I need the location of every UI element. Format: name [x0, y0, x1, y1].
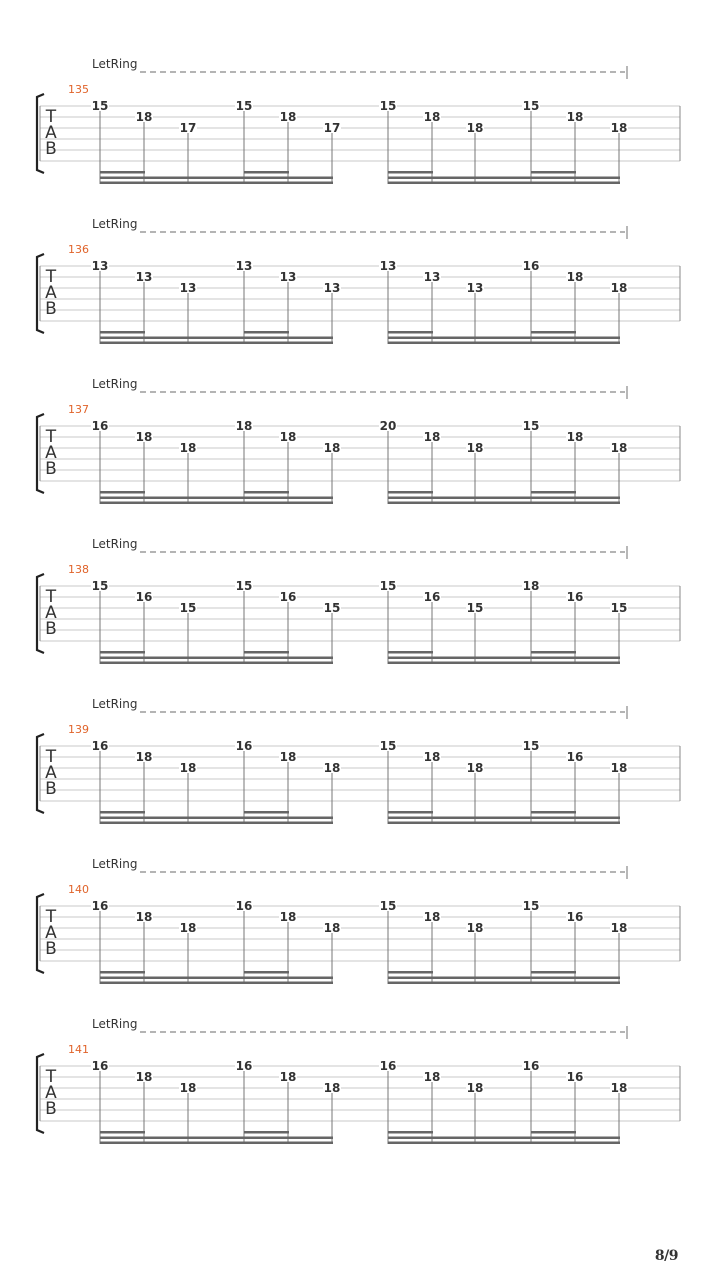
fret-number: 13: [466, 281, 484, 295]
tab-system: [37, 217, 680, 344]
measure-number: 140: [68, 883, 89, 896]
beam-primary: [100, 502, 333, 505]
fret-number: 18: [279, 110, 297, 124]
fret-number: 16: [566, 590, 584, 604]
beam-tertiary: [388, 651, 433, 654]
beam-secondary: [388, 1137, 620, 1140]
fret-number: 18: [566, 110, 584, 124]
beam-secondary: [388, 177, 620, 180]
tab-letter-b: B: [45, 779, 57, 799]
tab-system: [37, 1017, 680, 1144]
fret-number: 13: [323, 281, 341, 295]
fret-number: 16: [522, 1059, 540, 1073]
tab-letter-b: B: [45, 1099, 57, 1119]
beam-secondary: [388, 337, 620, 340]
beam-tertiary: [100, 171, 145, 174]
tab-letter-t: T: [45, 427, 57, 447]
tab-letter-a: A: [45, 603, 57, 623]
tab-letter-b: B: [45, 459, 57, 479]
fret-number: 15: [235, 579, 253, 593]
fret-number: 18: [179, 761, 197, 775]
fret-number: 13: [379, 259, 397, 273]
fret-number: 15: [466, 601, 484, 615]
tab-letter-a: A: [45, 1083, 57, 1103]
fret-number: 18: [279, 1070, 297, 1084]
beam-secondary: [100, 1137, 333, 1140]
fret-number: 15: [235, 99, 253, 113]
tab-system: [37, 857, 680, 984]
beam-secondary: [388, 977, 620, 980]
fret-number: 18: [610, 281, 628, 295]
fret-number: 18: [466, 921, 484, 935]
tab-system: [37, 57, 680, 184]
fret-number: 13: [179, 281, 197, 295]
beam-primary: [100, 822, 333, 825]
tab-system: [37, 377, 680, 504]
fret-number: 15: [522, 99, 540, 113]
fret-number: 18: [323, 1081, 341, 1095]
beam-tertiary: [531, 171, 576, 174]
letring-label: LetRing: [92, 1017, 138, 1031]
beam-primary: [388, 982, 620, 985]
fret-number: 16: [235, 1059, 253, 1073]
fret-number: 18: [466, 121, 484, 135]
fret-number: 13: [91, 259, 109, 273]
fret-number: 18: [423, 750, 441, 764]
beam-primary: [388, 182, 620, 185]
fret-number: 15: [610, 601, 628, 615]
beam-tertiary: [531, 491, 576, 494]
fret-number: 15: [91, 579, 109, 593]
beam-primary: [100, 982, 333, 985]
fret-number: 16: [423, 590, 441, 604]
fret-number: 18: [423, 910, 441, 924]
tab-letter-t: T: [45, 267, 57, 287]
fret-number: 13: [235, 259, 253, 273]
beam-secondary: [388, 657, 620, 660]
fret-number: 13: [423, 270, 441, 284]
beam-tertiary: [244, 331, 289, 334]
tab-system: [37, 537, 680, 664]
beam-tertiary: [531, 1131, 576, 1134]
tab-letter-t: T: [45, 107, 57, 127]
measure-number: 137: [68, 403, 89, 416]
fret-number: 20: [379, 419, 397, 433]
fret-number: 16: [279, 590, 297, 604]
fret-number: 18: [610, 441, 628, 455]
tab-letter-t: T: [45, 907, 57, 927]
fret-number: 18: [235, 419, 253, 433]
fret-number: 16: [135, 590, 153, 604]
measure-number: 141: [68, 1043, 89, 1056]
beam-tertiary: [100, 491, 145, 494]
fret-number: 15: [522, 739, 540, 753]
fret-number: 18: [179, 921, 197, 935]
beam-tertiary: [388, 1131, 433, 1134]
beam-tertiary: [531, 811, 576, 814]
tab-letter-b: B: [45, 939, 57, 959]
beam-tertiary: [244, 651, 289, 654]
fret-number: 15: [91, 99, 109, 113]
beam-secondary: [100, 817, 333, 820]
fret-number: 18: [610, 1081, 628, 1095]
fret-number: 18: [135, 750, 153, 764]
beam-primary: [388, 822, 620, 825]
fret-number: 15: [379, 739, 397, 753]
fret-number: 18: [566, 430, 584, 444]
beam-tertiary: [388, 811, 433, 814]
beam-primary: [100, 662, 333, 665]
beam-tertiary: [100, 331, 145, 334]
fret-number: 16: [566, 1070, 584, 1084]
letring-label: LetRing: [92, 377, 138, 391]
fret-number: 16: [566, 750, 584, 764]
page-number: 8/9: [654, 1248, 678, 1264]
fret-number: 17: [179, 121, 197, 135]
tab-letter-t: T: [45, 747, 57, 767]
measure-number: 139: [68, 723, 89, 736]
measure-number: 136: [68, 243, 89, 256]
measure-number: 135: [68, 83, 89, 96]
fret-number: 18: [466, 761, 484, 775]
fret-number: 18: [466, 441, 484, 455]
beam-tertiary: [100, 651, 145, 654]
fret-number: 15: [379, 99, 397, 113]
beam-tertiary: [531, 651, 576, 654]
beam-secondary: [388, 817, 620, 820]
fret-number: 16: [566, 910, 584, 924]
tab-letter-a: A: [45, 763, 57, 783]
fret-number: 13: [135, 270, 153, 284]
tab-letter-b: B: [45, 619, 57, 639]
beam-tertiary: [531, 331, 576, 334]
fret-number: 18: [522, 579, 540, 593]
beam-tertiary: [244, 171, 289, 174]
fret-number: 18: [323, 441, 341, 455]
fret-number: 18: [179, 441, 197, 455]
fret-number: 18: [423, 110, 441, 124]
fret-number: 15: [379, 899, 397, 913]
beam-tertiary: [244, 811, 289, 814]
letring-label: LetRing: [92, 57, 138, 71]
beam-primary: [388, 342, 620, 345]
fret-number: 18: [135, 1070, 153, 1084]
fret-number: 15: [379, 579, 397, 593]
beam-tertiary: [100, 811, 145, 814]
beam-tertiary: [388, 331, 433, 334]
fret-number: 18: [610, 921, 628, 935]
fret-number: 18: [135, 110, 153, 124]
fret-number: 18: [323, 921, 341, 935]
fret-number: 13: [279, 270, 297, 284]
tab-letter-b: B: [45, 139, 57, 159]
letring-label: LetRing: [92, 217, 138, 231]
fret-number: 18: [423, 1070, 441, 1084]
fret-number: 18: [466, 1081, 484, 1095]
fret-number: 18: [135, 910, 153, 924]
tab-letter-t: T: [45, 1067, 57, 1087]
fret-number: 16: [235, 899, 253, 913]
beam-secondary: [100, 497, 333, 500]
beam-secondary: [100, 657, 333, 660]
fret-number: 18: [279, 910, 297, 924]
fret-number: 16: [91, 899, 109, 913]
fret-number: 15: [522, 419, 540, 433]
beam-secondary: [100, 337, 333, 340]
fret-number: 18: [423, 430, 441, 444]
beam-tertiary: [100, 1131, 145, 1134]
tab-system: [37, 697, 680, 824]
beam-tertiary: [244, 971, 289, 974]
tab-letter-a: A: [45, 283, 57, 303]
beam-primary: [388, 1142, 620, 1145]
fret-number: 16: [235, 739, 253, 753]
beam-primary: [100, 182, 333, 185]
beam-tertiary: [388, 171, 433, 174]
fret-number: 15: [179, 601, 197, 615]
fret-number: 18: [179, 1081, 197, 1095]
beam-secondary: [388, 497, 620, 500]
beam-primary: [100, 342, 333, 345]
tab-letter-t: T: [45, 587, 57, 607]
tab-letter-a: A: [45, 443, 57, 463]
fret-number: 16: [379, 1059, 397, 1073]
fret-number: 18: [566, 270, 584, 284]
fret-number: 15: [323, 601, 341, 615]
fret-number: 16: [91, 739, 109, 753]
tab-letter-a: A: [45, 123, 57, 143]
tab-letter-b: B: [45, 299, 57, 319]
fret-number: 18: [135, 430, 153, 444]
fret-number: 16: [91, 419, 109, 433]
fret-number: 18: [323, 761, 341, 775]
fret-number: 18: [279, 750, 297, 764]
fret-number: 17: [323, 121, 341, 135]
beam-tertiary: [100, 971, 145, 974]
beam-tertiary: [388, 491, 433, 494]
letring-label: LetRing: [92, 697, 138, 711]
beam-primary: [388, 502, 620, 505]
fret-number: 18: [610, 761, 628, 775]
fret-number: 16: [522, 259, 540, 273]
beam-tertiary: [531, 971, 576, 974]
beam-tertiary: [388, 971, 433, 974]
beam-tertiary: [244, 491, 289, 494]
beam-primary: [388, 662, 620, 665]
beam-secondary: [100, 177, 333, 180]
beam-primary: [100, 1142, 333, 1145]
measure-number: 138: [68, 563, 89, 576]
beam-tertiary: [244, 1131, 289, 1134]
fret-number: 15: [522, 899, 540, 913]
letring-label: LetRing: [92, 537, 138, 551]
tab-letter-a: A: [45, 923, 57, 943]
fret-number: 18: [279, 430, 297, 444]
fret-number: 18: [610, 121, 628, 135]
letring-label: LetRing: [92, 857, 138, 871]
fret-number: 16: [91, 1059, 109, 1073]
beam-secondary: [100, 977, 333, 980]
